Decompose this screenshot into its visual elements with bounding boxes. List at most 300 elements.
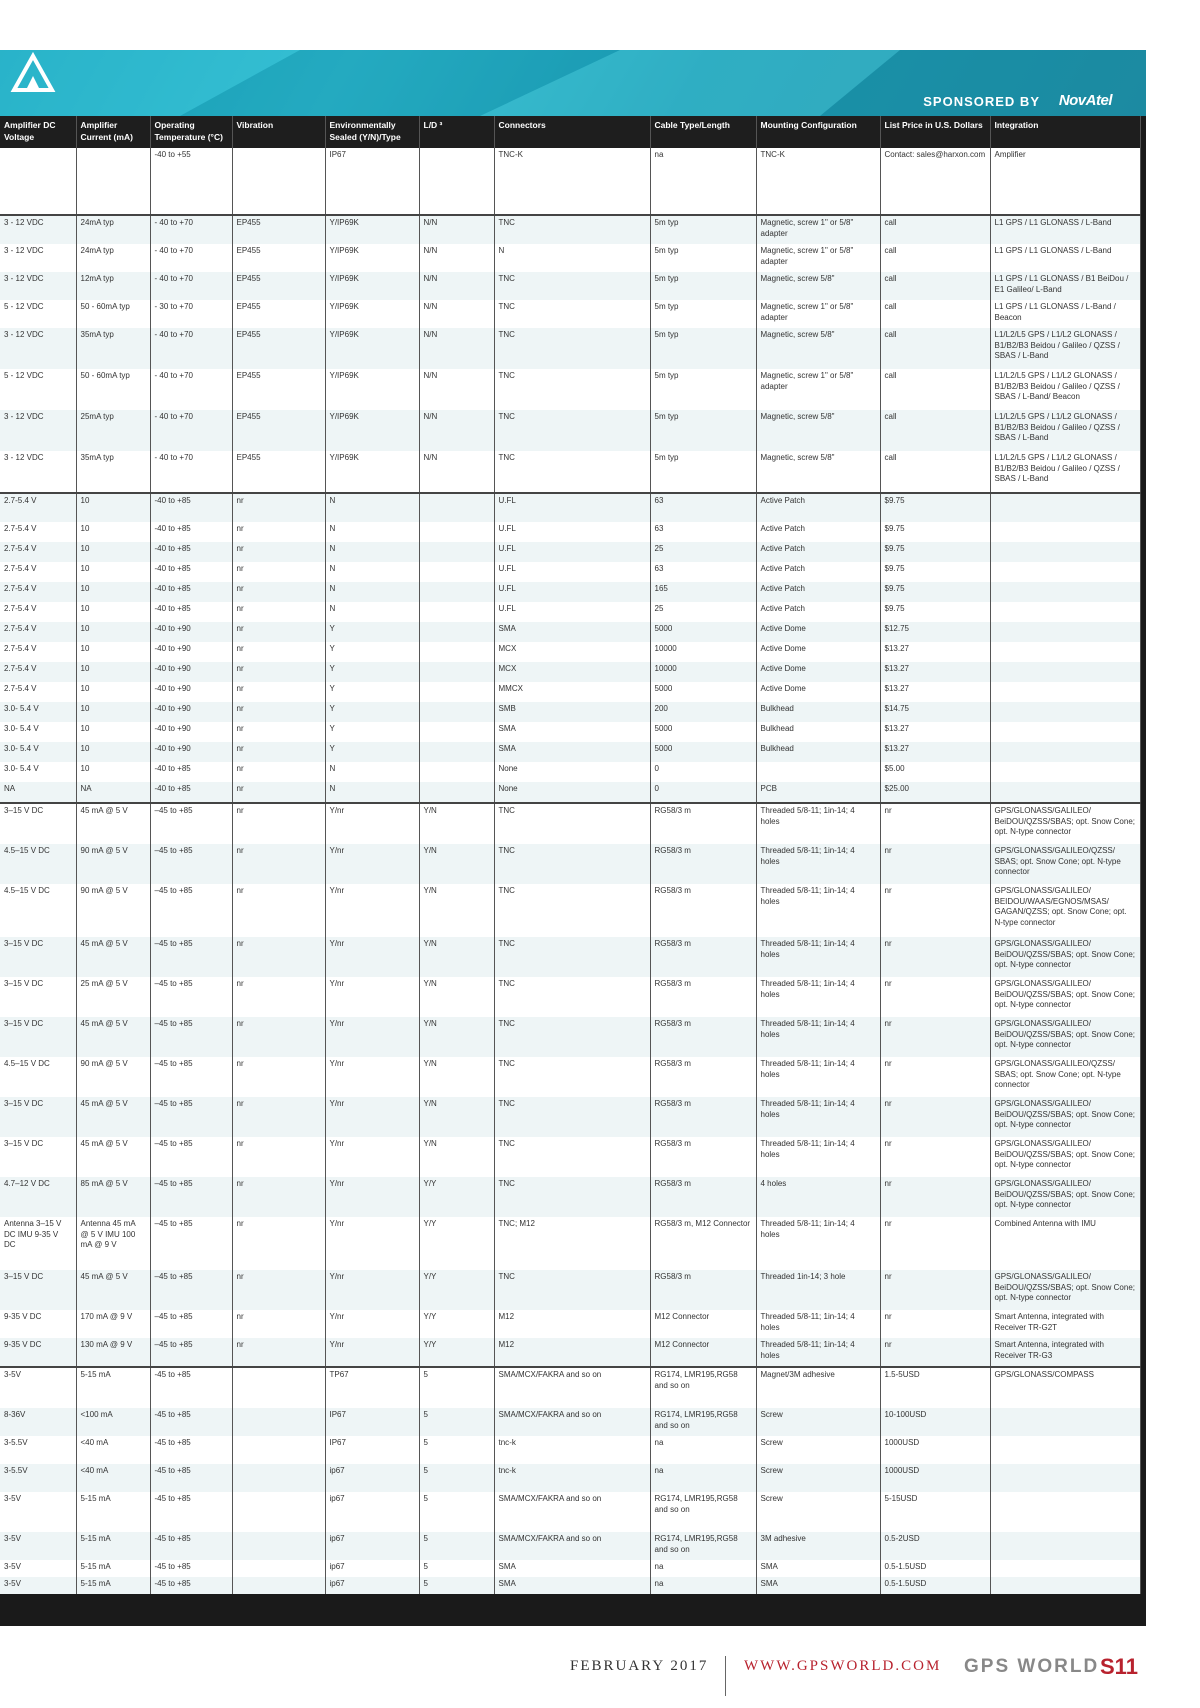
table-cell: Y xyxy=(325,742,419,762)
table-cell: L1 GPS / L1 GLONASS / L-Band xyxy=(990,244,1140,272)
table-cell: - 40 to +70 xyxy=(150,369,232,410)
table-cell: nr xyxy=(880,884,990,937)
table-cell: L1/L2/L5 GPS / L1/L2 GLONASS / B1/B2/B3 Beidou / Galileo / QZSS / SBAS / L-Band/ Beacon xyxy=(990,369,1140,410)
table-cell: U.FL xyxy=(494,542,650,562)
table-cell: $13.27 xyxy=(880,722,990,742)
table-cell: 1000USD xyxy=(880,1436,990,1464)
table-cell: Magnetic, screw 1" or 5/8" adapter xyxy=(756,244,880,272)
table-cell: nr xyxy=(880,1270,990,1310)
table-cell: nr xyxy=(880,844,990,884)
table-cell: TNC xyxy=(494,937,650,977)
table-cell: 12mA typ xyxy=(76,272,150,300)
table-cell: Threaded 5/8-11; 1in-14; 4 holes xyxy=(756,1338,880,1367)
antenna-spec-table-frame xyxy=(0,116,1146,1626)
table-cell: –45 to +85 xyxy=(150,937,232,977)
table-cell: 5-15 mA xyxy=(76,1560,150,1577)
table-cell: Combined Antenna with IMU xyxy=(990,1217,1140,1270)
table-cell: Y/nr xyxy=(325,937,419,977)
table-cell: Active Patch xyxy=(756,602,880,622)
table-cell xyxy=(419,602,494,622)
table-cell: Y/IP69K xyxy=(325,244,419,272)
table-cell: nr xyxy=(880,977,990,1017)
table-cell: EP455 xyxy=(232,272,325,300)
table-cell: RG58/3 m xyxy=(650,844,756,884)
table-cell: RG58/3 m, M12 Connector xyxy=(650,1217,756,1270)
table-cell: ip67 xyxy=(325,1577,419,1594)
table-cell: 5 - 12 VDC xyxy=(0,369,76,410)
table-cell: 5-15USD xyxy=(880,1492,990,1532)
table-cell: Magnetic, screw 5/8" xyxy=(756,410,880,451)
table-row xyxy=(0,1492,1140,1532)
table-cell: L1/L2/L5 GPS / L1/L2 GLONASS / B1/B2/B3 Beidou / Galileo / QZSS / SBAS / L-Band xyxy=(990,328,1140,369)
table-cell: 9-35 V DC xyxy=(0,1310,76,1338)
table-cell: nr xyxy=(232,1177,325,1217)
table-cell: TNC xyxy=(494,977,650,1017)
table-cell: U.FL xyxy=(494,493,650,522)
table-row xyxy=(0,1097,1140,1137)
table-cell: 4.7–12 V DC xyxy=(0,1177,76,1217)
table-cell: nr xyxy=(232,522,325,542)
table-cell: 2.7-5.4 V xyxy=(0,602,76,622)
table-cell: 2.7-5.4 V xyxy=(0,622,76,642)
table-cell: 5m typ xyxy=(650,369,756,410)
table-cell: TNC xyxy=(494,328,650,369)
magazine-name: GPS WORLD xyxy=(964,1656,1100,1677)
table-cell: Threaded 5/8-11; 1in-14; 4 holes xyxy=(756,937,880,977)
table-cell: nr xyxy=(232,937,325,977)
table-cell: GPS/GLONASS/GALILEO/ BeiDOU/QZSS/SBAS; opt. Snow Cone; opt. N-type connector xyxy=(990,803,1140,844)
table-cell xyxy=(990,662,1140,682)
table-cell: Y/nr xyxy=(325,884,419,937)
table-cell: Y/Y xyxy=(419,1338,494,1367)
table-cell: - 40 to +70 xyxy=(150,451,232,493)
column-header: Connectors xyxy=(494,116,650,148)
table-cell: N/N xyxy=(419,410,494,451)
table-cell: nr xyxy=(232,762,325,782)
table-cell: - 30 to +70 xyxy=(150,300,232,328)
table-cell: call xyxy=(880,244,990,272)
page-number: S11 xyxy=(1100,1654,1138,1679)
column-header: Amplifier DC Voltage xyxy=(0,116,76,148)
table-cell: Bulkhead xyxy=(756,722,880,742)
table-cell: N/N xyxy=(419,369,494,410)
table-cell: GPS/GLONASS/GALILEO/QZSS/ SBAS; opt. Snow Cone; opt. N-type connector xyxy=(990,1057,1140,1097)
table-cell: SMA/MCX/FAKRA and so on xyxy=(494,1532,650,1560)
table-cell: EP455 xyxy=(232,451,325,493)
table-body xyxy=(0,148,1140,1594)
table-cell: nr xyxy=(232,844,325,884)
table-row xyxy=(0,782,1140,803)
table-cell: 3–15 V DC xyxy=(0,803,76,844)
table-cell: -40 to +85 xyxy=(150,542,232,562)
table-cell: - 40 to +70 xyxy=(150,328,232,369)
table-cell: Y xyxy=(325,702,419,722)
table-cell: Threaded 1in-14; 3 hole xyxy=(756,1270,880,1310)
table-cell: 3 - 12 VDC xyxy=(0,215,76,244)
table-row xyxy=(0,542,1140,562)
table-cell: 10 xyxy=(76,582,150,602)
table-cell: nr xyxy=(232,582,325,602)
table-cell: Smart Antenna, integrated with Receiver TR-G3 xyxy=(990,1338,1140,1367)
table-cell: Y/nr xyxy=(325,1137,419,1177)
table-cell: Y/IP69K xyxy=(325,300,419,328)
table-cell: 63 xyxy=(650,493,756,522)
table-cell: TNC-K xyxy=(494,148,650,215)
table-cell: 3–15 V DC xyxy=(0,1270,76,1310)
table-cell: Y xyxy=(325,642,419,662)
table-cell: <100 mA xyxy=(76,1408,150,1436)
table-cell: -45 to +85 xyxy=(150,1367,232,1408)
table-cell: 2.7-5.4 V xyxy=(0,662,76,682)
table-cell xyxy=(232,1560,325,1577)
table-row xyxy=(0,369,1140,410)
table-cell: Threaded 5/8-11; 1in-14; 4 holes xyxy=(756,844,880,884)
table-cell xyxy=(990,722,1140,742)
table-cell: 25 xyxy=(650,542,756,562)
table-cell: 90 mA @ 5 V xyxy=(76,1057,150,1097)
table-row xyxy=(0,1338,1140,1367)
table-row xyxy=(0,1560,1140,1577)
table-cell: $9.75 xyxy=(880,562,990,582)
table-cell: Threaded 5/8-11; 1in-14; 4 holes xyxy=(756,1310,880,1338)
table-cell: 0 xyxy=(650,782,756,803)
table-cell: nr xyxy=(232,682,325,702)
table-cell: 0.5-2USD xyxy=(880,1532,990,1560)
table-cell: nr xyxy=(232,742,325,762)
table-cell: Y xyxy=(325,682,419,702)
table-cell: $13.27 xyxy=(880,682,990,702)
table-cell xyxy=(232,148,325,215)
table-cell: -40 to +90 xyxy=(150,722,232,742)
table-cell xyxy=(419,622,494,642)
table-cell xyxy=(232,1577,325,1594)
table-cell xyxy=(990,742,1140,762)
table-cell: 5-15 mA xyxy=(76,1492,150,1532)
table-cell: EP455 xyxy=(232,244,325,272)
table-cell: SMA xyxy=(494,742,650,762)
table-cell: Y/nr xyxy=(325,803,419,844)
table-cell: 5 xyxy=(419,1367,494,1408)
table-cell xyxy=(232,1464,325,1492)
table-cell: tnc-k xyxy=(494,1464,650,1492)
table-cell: EP455 xyxy=(232,369,325,410)
table-cell: Y/Y xyxy=(419,1310,494,1338)
table-cell: -45 to +85 xyxy=(150,1532,232,1560)
table-row xyxy=(0,977,1140,1017)
table-cell: 2.7-5.4 V xyxy=(0,562,76,582)
table-cell: TNC xyxy=(494,215,650,244)
table-cell: nr xyxy=(880,1338,990,1367)
table-cell: 3.0- 5.4 V xyxy=(0,742,76,762)
table-cell: 10 xyxy=(76,493,150,522)
table-cell: 5 xyxy=(419,1408,494,1436)
table-cell: -40 to +85 xyxy=(150,562,232,582)
table-cell: N xyxy=(325,602,419,622)
table-cell: $9.75 xyxy=(880,582,990,602)
table-cell: RG174, LMR195,RG58 and so on xyxy=(650,1367,756,1408)
table-cell: GPS/GLONASS/GALILEO/ BeiDOU/QZSS/SBAS; opt. Snow Cone; opt. N-type connector xyxy=(990,1177,1140,1217)
table-cell: tnc-k xyxy=(494,1436,650,1464)
table-cell: 10 xyxy=(76,722,150,742)
table-cell: –45 to +85 xyxy=(150,1310,232,1338)
table-cell: TNC xyxy=(494,1017,650,1057)
table-cell xyxy=(419,522,494,542)
table-cell: call xyxy=(880,451,990,493)
column-header: Mounting Configuration xyxy=(756,116,880,148)
table-cell xyxy=(990,602,1140,622)
table-row xyxy=(0,722,1140,742)
table-row xyxy=(0,622,1140,642)
table-cell: Y/nr xyxy=(325,1017,419,1057)
table-cell: Y/IP69K xyxy=(325,272,419,300)
table-cell: Active Dome xyxy=(756,682,880,702)
table-cell xyxy=(990,682,1140,702)
table-row xyxy=(0,1177,1140,1217)
table-cell xyxy=(419,782,494,803)
table-cell: TNC xyxy=(494,451,650,493)
table-cell: 0.5-1.5USD xyxy=(880,1560,990,1577)
table-cell: $13.27 xyxy=(880,662,990,682)
table-cell: 1000USD xyxy=(880,1464,990,1492)
table-cell: Threaded 5/8-11; 1in-14; 4 holes xyxy=(756,1057,880,1097)
table-cell: 10 xyxy=(76,682,150,702)
table-cell: 0 xyxy=(650,762,756,782)
table-cell: Magnetic, screw 5/8" xyxy=(756,328,880,369)
table-cell: GPS/GLONASS/GALILEO/QZSS/ SBAS; opt. Snow Cone; opt. N-type connector xyxy=(990,844,1140,884)
table-cell: 90 mA @ 5 V xyxy=(76,884,150,937)
table-cell xyxy=(232,1492,325,1532)
table-cell: –45 to +85 xyxy=(150,1097,232,1137)
table-cell: 3 - 12 VDC xyxy=(0,410,76,451)
table-cell: - 40 to +70 xyxy=(150,272,232,300)
table-cell: M12 Connector xyxy=(650,1310,756,1338)
table-cell: Threaded 5/8-11; 1in-14; 4 holes xyxy=(756,1097,880,1137)
sponsor-banner xyxy=(0,50,1146,116)
table-cell: Threaded 5/8-11; 1in-14; 4 holes xyxy=(756,977,880,1017)
table-cell: 3-5V xyxy=(0,1492,76,1532)
table-cell: 3M adhesive xyxy=(756,1532,880,1560)
table-row xyxy=(0,702,1140,722)
table-row xyxy=(0,1137,1140,1177)
table-cell: Y/N xyxy=(419,803,494,844)
table-cell: Bulkhead xyxy=(756,702,880,722)
table-cell: RG58/3 m xyxy=(650,1270,756,1310)
table-row xyxy=(0,1408,1140,1436)
table-cell: –45 to +85 xyxy=(150,977,232,1017)
table-cell: –45 to +85 xyxy=(150,844,232,884)
table-cell: Threaded 5/8-11; 1in-14; 4 holes xyxy=(756,884,880,937)
table-cell: RG58/3 m xyxy=(650,1137,756,1177)
table-cell: Y/N xyxy=(419,1097,494,1137)
table-cell: Y/Y xyxy=(419,1177,494,1217)
table-cell: Y/nr xyxy=(325,1177,419,1217)
table-cell: -40 to +90 xyxy=(150,682,232,702)
novatel-logo-text: NovAtel xyxy=(1058,92,1112,109)
table-cell xyxy=(419,662,494,682)
table-row xyxy=(0,884,1140,937)
column-header: Vibration xyxy=(232,116,325,148)
table-cell: GPS/GLONASS/GALILEO/ BeiDOU/QZSS/SBAS; opt. Snow Cone; opt. N-type connector xyxy=(990,1137,1140,1177)
table-cell: TNC xyxy=(494,1097,650,1137)
table-cell: N xyxy=(325,582,419,602)
table-cell: 5000 xyxy=(650,722,756,742)
table-cell: TNC xyxy=(494,369,650,410)
table-cell: 10000 xyxy=(650,662,756,682)
table-cell xyxy=(990,542,1140,562)
table-cell: 3-5.5V xyxy=(0,1436,76,1464)
table-cell: SMA/MCX/FAKRA and so on xyxy=(494,1492,650,1532)
table-cell: nr xyxy=(232,803,325,844)
table-cell xyxy=(419,762,494,782)
table-cell xyxy=(990,782,1140,803)
table-cell: 4.5–15 V DC xyxy=(0,884,76,937)
table-cell: 10 xyxy=(76,762,150,782)
table-cell: nr xyxy=(232,622,325,642)
table-cell: 5000 xyxy=(650,622,756,642)
table-cell: Y/nr xyxy=(325,1310,419,1338)
table-cell: na xyxy=(650,1464,756,1492)
table-cell: 45 mA @ 5 V xyxy=(76,1137,150,1177)
table-cell: –45 to +85 xyxy=(150,1177,232,1217)
table-cell: 5m typ xyxy=(650,328,756,369)
table-cell: L1/L2/L5 GPS / L1/L2 GLONASS / B1/B2/B3 Beidou / Galileo / QZSS / SBAS / L-Band xyxy=(990,451,1140,493)
table-row xyxy=(0,1310,1140,1338)
table-cell: Y/IP69K xyxy=(325,215,419,244)
table-cell: 3 - 12 VDC xyxy=(0,328,76,369)
table-cell: 5m typ xyxy=(650,272,756,300)
table-cell: nr xyxy=(232,602,325,622)
table-cell: N/N xyxy=(419,451,494,493)
table-cell: 10 xyxy=(76,702,150,722)
table-cell: -40 to +85 xyxy=(150,782,232,803)
table-cell: N xyxy=(325,562,419,582)
column-header: Amplifier Current (mA) xyxy=(76,116,150,148)
table-row xyxy=(0,803,1140,844)
table-cell: PCB xyxy=(756,782,880,803)
table-cell: RG174, LMR195,RG58 and so on xyxy=(650,1408,756,1436)
table-cell: ip67 xyxy=(325,1492,419,1532)
table-cell: $13.27 xyxy=(880,642,990,662)
table-cell: 0.5-1.5USD xyxy=(880,1577,990,1594)
website-url[interactable]: WWW.GPSWORLD.COM xyxy=(744,1658,942,1674)
table-cell: 45 mA @ 5 V xyxy=(76,937,150,977)
table-cell: M12 xyxy=(494,1338,650,1367)
table-cell: 3-5.5V xyxy=(0,1464,76,1492)
table-cell: Active Patch xyxy=(756,562,880,582)
table-cell: 63 xyxy=(650,522,756,542)
table-cell xyxy=(419,722,494,742)
table-cell: nr xyxy=(232,1057,325,1097)
table-cell: Antenna 3–15 V DC IMU 9-35 V DC xyxy=(0,1217,76,1270)
table-row xyxy=(0,493,1140,522)
table-row xyxy=(0,642,1140,662)
table-row xyxy=(0,937,1140,977)
table-cell: 9-35 V DC xyxy=(0,1338,76,1367)
table-cell: 50 - 60mA typ xyxy=(76,369,150,410)
table-cell: 5m typ xyxy=(650,244,756,272)
table-cell: Magnetic, screw 5/8" xyxy=(756,451,880,493)
table-cell: Smart Antenna, integrated with Receiver TR-G2T xyxy=(990,1310,1140,1338)
table-cell: Magnet/3M adhesive xyxy=(756,1367,880,1408)
table-cell: 3 - 12 VDC xyxy=(0,451,76,493)
page-footer xyxy=(0,1654,1200,1694)
table-cell: Antenna 45 mA @ 5 V IMU 100 mA @ 9 V xyxy=(76,1217,150,1270)
table-cell: -40 to +90 xyxy=(150,662,232,682)
table-cell: nr xyxy=(232,1338,325,1367)
table-cell: IP67 xyxy=(325,1436,419,1464)
table-cell: SMA xyxy=(494,622,650,642)
table-cell: 90 mA @ 5 V xyxy=(76,844,150,884)
table-cell: M12 Connector xyxy=(650,1338,756,1367)
table-cell: Y xyxy=(325,722,419,742)
table-cell: 5 - 12 VDC xyxy=(0,300,76,328)
table-cell: nr xyxy=(880,937,990,977)
table-cell: Y/N xyxy=(419,844,494,884)
table-cell: TNC xyxy=(494,803,650,844)
table-cell: 5 xyxy=(419,1532,494,1560)
table-cell: nr xyxy=(880,1057,990,1097)
table-cell: 5000 xyxy=(650,742,756,762)
table-cell: <40 mA xyxy=(76,1436,150,1464)
table-cell: Y/Y xyxy=(419,1217,494,1270)
table-cell: Y/N xyxy=(419,977,494,1017)
table-cell: 200 xyxy=(650,702,756,722)
table-cell: M12 xyxy=(494,1310,650,1338)
table-cell: - 40 to +70 xyxy=(150,244,232,272)
column-header: List Price in U.S. Dollars xyxy=(880,116,990,148)
table-row xyxy=(0,522,1140,542)
table-cell: 2.7-5.4 V xyxy=(0,682,76,702)
table-cell: nr xyxy=(880,1217,990,1270)
table-cell: nr xyxy=(232,1097,325,1137)
table-cell: 10-100USD xyxy=(880,1408,990,1436)
table-cell: 25 mA @ 5 V xyxy=(76,977,150,1017)
table-row xyxy=(0,1367,1140,1408)
table-cell: N xyxy=(325,782,419,803)
table-cell xyxy=(419,642,494,662)
table-cell: 85 mA @ 5 V xyxy=(76,1177,150,1217)
table-cell: RG174, LMR195,RG58 and so on xyxy=(650,1492,756,1532)
table-cell: $12.75 xyxy=(880,622,990,642)
table-cell xyxy=(232,1532,325,1560)
table-cell: 5m typ xyxy=(650,300,756,328)
table-cell: EP455 xyxy=(232,410,325,451)
table-cell: Magnetic, screw 1" or 5/8" adapter xyxy=(756,300,880,328)
table-cell: -40 to +85 xyxy=(150,762,232,782)
table-cell: SMA/MCX/FAKRA and so on xyxy=(494,1367,650,1408)
table-cell: SMA xyxy=(494,1577,650,1594)
table-cell: $5.00 xyxy=(880,762,990,782)
table-cell: Y/nr xyxy=(325,1057,419,1097)
table-cell: -40 to +85 xyxy=(150,522,232,542)
table-cell: L1 GPS / L1 GLONASS / B1 BeiDou / E1 Galileo/ L-Band xyxy=(990,272,1140,300)
table-cell xyxy=(990,562,1140,582)
table-cell: nr xyxy=(232,977,325,1017)
table-cell: Y/IP69K xyxy=(325,369,419,410)
column-header: Operating Temperature (°C) xyxy=(150,116,232,148)
table-cell xyxy=(990,1408,1140,1436)
table-cell: -45 to +85 xyxy=(150,1577,232,1594)
table-cell: Y/IP69K xyxy=(325,410,419,451)
table-cell: 170 mA @ 9 V xyxy=(76,1310,150,1338)
table-cell: 63 xyxy=(650,562,756,582)
table-cell xyxy=(990,1577,1140,1594)
table-cell: GPS/GLONASS/GALILEO/ BeiDOU/QZSS/SBAS; opt. Snow Cone; opt. N-type connector xyxy=(990,977,1140,1017)
table-cell: 25mA typ xyxy=(76,410,150,451)
table-cell: GPS/GLONASS/GALILEO/ BeiDOU/QZSS/SBAS; opt. Snow Cone; opt. N-type connector xyxy=(990,937,1140,977)
table-cell: None xyxy=(494,762,650,782)
table-cell: Y xyxy=(325,662,419,682)
